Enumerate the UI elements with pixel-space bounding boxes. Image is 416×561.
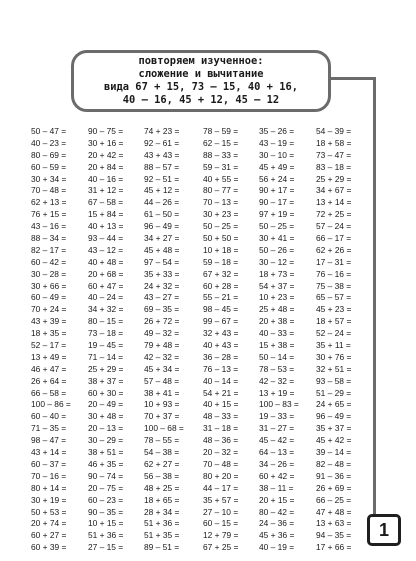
exercise-item: 89 – 51 = bbox=[144, 542, 180, 553]
exercise-item: 20 – 75 = bbox=[88, 482, 124, 493]
exercise-item: 71 – 14 = bbox=[88, 351, 124, 362]
exercise-item: 60 + 30 = bbox=[88, 387, 124, 398]
exercise-item: 35 – 26 = bbox=[259, 126, 295, 136]
exercise-item: 90 – 17 = bbox=[259, 197, 295, 208]
exercise-item: 80 + 20 = bbox=[203, 470, 239, 481]
exercise-item: 34 + 32 = bbox=[88, 304, 124, 315]
exercise-item: 43 – 19 = bbox=[259, 137, 295, 148]
exercise-item: 60 – 42 = bbox=[31, 256, 67, 267]
exercise-item: 50 – 47 = bbox=[31, 126, 67, 136]
exercise-item: 30 – 12 = bbox=[259, 256, 295, 267]
exercise-item: 51 + 35 = bbox=[144, 530, 180, 541]
exercise-item: 48 – 33 = bbox=[203, 411, 239, 422]
exercise-item: 93 – 58 = bbox=[316, 375, 352, 386]
exercise-item: 30 + 16 = bbox=[88, 137, 124, 148]
exercise-item: 31 – 18 = bbox=[203, 423, 239, 434]
exercise-item: 69 – 35 = bbox=[144, 304, 180, 315]
exercise-item: 45 + 12 = bbox=[144, 185, 180, 196]
exercise-item: 40 + 55 = bbox=[203, 173, 239, 184]
exercise-item: 61 – 50 = bbox=[144, 209, 180, 220]
exercise-item: 54 – 39 = bbox=[316, 126, 352, 136]
exercise-item: 96 – 49 = bbox=[144, 221, 180, 232]
exercise-item: 34 – 26 = bbox=[259, 458, 295, 469]
exercise-item: 28 + 34 = bbox=[144, 506, 180, 517]
exercise-item: 24 + 65 = bbox=[316, 399, 352, 410]
exercise-item: 43 + 43 = bbox=[144, 149, 180, 160]
exercise-item: 13 + 49 = bbox=[31, 351, 67, 362]
exercise-item: 30 + 41 = bbox=[259, 233, 295, 244]
exercise-item: 43 + 39 = bbox=[31, 316, 67, 327]
exercise-item: 18 + 58 = bbox=[316, 137, 352, 148]
exercise-item: 35 + 33 = bbox=[144, 268, 180, 279]
exercise-item: 50 – 14 = bbox=[259, 351, 295, 362]
exercise-item: 66 – 17 = bbox=[316, 233, 352, 244]
exercise-item: 70 + 37 = bbox=[144, 411, 180, 422]
exercise-item: 30 + 23 = bbox=[203, 209, 239, 220]
exercise-item: 56 – 38 = bbox=[144, 470, 180, 481]
exercise-item: 18 + 57 = bbox=[316, 316, 352, 327]
exercise-item: 45 + 34 = bbox=[144, 363, 180, 374]
exercise-item: 98 – 47 = bbox=[31, 435, 67, 446]
exercise-item: 97 + 19 = bbox=[259, 209, 295, 220]
title-box bbox=[71, 50, 331, 112]
exercise-item: 52 – 17 = bbox=[31, 340, 67, 351]
exercise-item: 25 + 29 = bbox=[88, 363, 124, 374]
exercise-item: 20 – 32 = bbox=[203, 447, 239, 458]
exercise-item: 75 – 38 = bbox=[316, 280, 352, 291]
exercise-item: 38 – 11 = bbox=[259, 482, 294, 493]
exercise-item: 40 + 43 = bbox=[203, 340, 239, 351]
exercise-item: 17 – 31 = bbox=[316, 256, 352, 267]
exercise-item: 66 – 25 = bbox=[316, 494, 352, 505]
exercise-item: 38 + 37 = bbox=[88, 375, 124, 386]
exercise-item: 25 + 48 = bbox=[259, 304, 295, 315]
exercise-item: 100 – 86 = bbox=[31, 399, 71, 410]
exercise-item: 13 + 63 = bbox=[316, 518, 352, 529]
exercise-item: 32 + 43 = bbox=[203, 328, 239, 339]
exercise-item: 31 – 27 = bbox=[259, 423, 295, 434]
exercise-item: 34 + 27 = bbox=[144, 233, 180, 244]
exercise-item: 65 – 57 = bbox=[316, 292, 352, 303]
exercise-item: 54 + 21 = bbox=[203, 387, 239, 398]
exercise-item: 57 – 48 = bbox=[144, 375, 180, 386]
exercise-item: 32 + 51 = bbox=[316, 363, 352, 374]
exercise-item: 74 + 23 = bbox=[144, 126, 180, 136]
exercise-item: 30 + 19 = bbox=[31, 494, 67, 505]
exercise-item: 62 – 15 = bbox=[203, 137, 239, 148]
exercise-item: 99 – 67 = bbox=[203, 316, 239, 327]
exercise-item: 34 + 67 = bbox=[316, 185, 352, 196]
exercise-item: 20 + 84 = bbox=[88, 161, 124, 172]
exercise-item: 35 + 37 = bbox=[316, 423, 352, 434]
exercise-item: 76 – 16 = bbox=[316, 268, 352, 279]
exercise-item: 76 – 13 = bbox=[203, 363, 239, 374]
exercise-item: 40 – 33 = bbox=[259, 328, 295, 339]
exercise-item: 57 – 24 = bbox=[316, 221, 352, 232]
exercise-item: 18 + 73 = bbox=[259, 268, 295, 279]
exercise-item: 43 – 27 = bbox=[144, 292, 180, 303]
exercise-item: 91 – 36 = bbox=[316, 470, 352, 481]
exercise-item: 20 + 15 = bbox=[259, 494, 295, 505]
exercise-item: 13 + 14 = bbox=[316, 197, 352, 208]
exercise-item: 20 – 49 = bbox=[88, 399, 124, 410]
exercise-item: 60 – 23 = bbox=[88, 494, 124, 505]
exercise-item: 43 – 16 = bbox=[31, 221, 67, 232]
exercise-item: 38 + 51 = bbox=[88, 447, 124, 458]
exercise-item: 20 + 42 = bbox=[88, 149, 124, 160]
exercise-item: 10 + 15 = bbox=[88, 518, 124, 529]
exercise-item: 20 – 13 = bbox=[88, 423, 124, 434]
exercise-item: 12 + 79 = bbox=[203, 530, 239, 541]
exercise-column bbox=[144, 126, 210, 554]
exercise-item: 60 – 15 = bbox=[203, 518, 239, 529]
exercise-item: 45 + 48 = bbox=[144, 244, 180, 255]
exercise-item: 60 + 42 = bbox=[259, 470, 295, 481]
exercise-item: 17 + 66 = bbox=[316, 542, 352, 553]
exercise-item: 72 + 25 = bbox=[316, 209, 352, 220]
exercise-item: 60 – 49 = bbox=[31, 292, 67, 303]
exercise-item: 92 – 51 = bbox=[144, 173, 180, 184]
exercise-item: 43 + 14 = bbox=[31, 447, 67, 458]
exercise-item: 30 – 28 = bbox=[31, 268, 67, 279]
exercise-item: 78 – 53 = bbox=[259, 363, 295, 374]
exercise-item: 100 – 68 = bbox=[144, 423, 184, 434]
exercise-item: 42 – 32 = bbox=[259, 375, 295, 386]
exercise-item: 30 + 76 = bbox=[316, 351, 352, 362]
exercise-item: 18 + 65 = bbox=[144, 494, 180, 505]
exercise-item: 20 + 68 = bbox=[88, 268, 124, 279]
exercise-item: 30 + 34 = bbox=[31, 173, 67, 184]
exercise-item: 80 – 42 = bbox=[259, 506, 295, 517]
exercise-item: 27 – 15 = bbox=[88, 542, 124, 553]
exercise-item: 88 – 57 = bbox=[144, 161, 180, 172]
exercise-item: 80 – 77 = bbox=[203, 185, 239, 196]
exercise-item: 31 + 12 = bbox=[88, 185, 124, 196]
exercise-item: 26 + 72 = bbox=[144, 316, 180, 327]
exercise-item: 26 + 69 = bbox=[316, 482, 352, 493]
exercise-item: 73 – 18 = bbox=[88, 328, 124, 339]
exercise-item: 82 – 17 = bbox=[31, 244, 67, 255]
exercise-item: 90 – 74 = bbox=[88, 470, 124, 481]
page-number: 1 bbox=[378, 519, 389, 540]
exercise-item: 45 – 42 = bbox=[259, 435, 295, 446]
exercise-item: 50 – 26 = bbox=[259, 244, 295, 255]
exercise-item: 40 + 48 = bbox=[88, 256, 124, 267]
exercise-item: 18 + 35 = bbox=[31, 328, 67, 339]
exercise-item: 46 + 35 = bbox=[88, 458, 124, 469]
exercise-item: 100 – 83 = bbox=[259, 399, 299, 410]
title-line-4: 40 – 16, 45 + 12, 45 – 12 bbox=[122, 94, 280, 106]
exercise-item: 93 – 44 = bbox=[88, 233, 124, 244]
page-number-badge bbox=[367, 514, 401, 546]
exercise-item: 60 – 59 = bbox=[31, 161, 67, 172]
exercise-item: 88 – 33 = bbox=[203, 149, 239, 160]
exercise-item: 40 – 24 = bbox=[88, 292, 124, 303]
exercise-item: 46 + 47 = bbox=[31, 363, 67, 374]
exercise-item: 44 – 17 = bbox=[203, 482, 239, 493]
exercise-item: 60 + 47 = bbox=[88, 280, 124, 291]
exercise-item: 60 – 40 = bbox=[31, 411, 67, 422]
exercise-item: 49 – 32 = bbox=[144, 328, 180, 339]
exercise-item: 50 + 50 = bbox=[203, 233, 239, 244]
exercise-item: 15 + 84 = bbox=[88, 209, 124, 220]
exercise-item: 45 + 49 = bbox=[259, 161, 295, 172]
title-line-2: сложение и вычитание bbox=[138, 68, 264, 80]
exercise-item: 24 – 36 = bbox=[259, 518, 295, 529]
exercise-item: 40 – 16 = bbox=[88, 173, 124, 184]
exercise-item: 97 – 54 = bbox=[144, 256, 180, 267]
exercise-item: 78 – 59 = bbox=[203, 126, 239, 136]
exercise-item: 54 – 38 = bbox=[144, 447, 180, 458]
exercise-item: 48 + 25 = bbox=[144, 482, 180, 493]
exercise-item: 44 – 26 = bbox=[144, 197, 180, 208]
exercise-item: 60 – 37 = bbox=[31, 458, 67, 469]
exercise-item: 51 – 29 = bbox=[316, 387, 352, 398]
exercise-item: 20 + 38 = bbox=[259, 316, 295, 327]
exercise-item: 20 + 74 = bbox=[31, 518, 67, 529]
exercise-item: 94 – 35 = bbox=[316, 530, 352, 541]
exercise-item: 10 + 93 = bbox=[144, 399, 180, 410]
exercise-item: 10 + 18 = bbox=[203, 244, 239, 255]
exercise-item: 59 – 31 = bbox=[203, 161, 239, 172]
exercise-item: 24 + 32 = bbox=[144, 280, 180, 291]
exercise-item: 40 + 13 = bbox=[88, 221, 124, 232]
exercise-item: 39 – 14 = bbox=[316, 447, 352, 458]
exercise-item: 35 + 11 = bbox=[316, 340, 351, 351]
exercise-item: 78 – 55 = bbox=[144, 435, 180, 446]
exercise-item: 43 – 12 = bbox=[88, 244, 124, 255]
frame-connector bbox=[331, 77, 339, 80]
exercise-item: 30 – 29 = bbox=[88, 435, 124, 446]
exercise-item: 42 – 32 = bbox=[144, 351, 180, 362]
exercise-item: 55 – 21 = bbox=[203, 292, 239, 303]
exercise-item: 90 + 17 = bbox=[259, 185, 295, 196]
exercise-item: 82 – 48 = bbox=[316, 458, 352, 469]
exercise-item: 56 + 24 = bbox=[259, 173, 295, 184]
exercise-item: 60 + 39 = bbox=[31, 542, 67, 553]
exercise-item: 25 + 29 = bbox=[316, 173, 352, 184]
exercise-item: 80 – 15 = bbox=[88, 316, 124, 327]
exercise-item: 10 + 23 = bbox=[259, 292, 295, 303]
exercise-item: 45 + 42 = bbox=[316, 435, 352, 446]
exercise-item: 67 – 58 = bbox=[88, 197, 124, 208]
exercise-item: 38 + 41 = bbox=[144, 387, 180, 398]
exercise-item: 19 – 45 = bbox=[88, 340, 124, 351]
exercise-item: 40 + 15 = bbox=[203, 399, 239, 410]
exercise-item: 40 – 19 = bbox=[259, 542, 295, 553]
exercise-item: 90 – 35 = bbox=[88, 506, 124, 517]
exercise-item: 62 + 26 = bbox=[316, 244, 352, 255]
exercise-item: 15 + 38 = bbox=[259, 340, 295, 351]
exercise-item: 79 + 48 = bbox=[144, 340, 180, 351]
exercise-item: 36 – 28 = bbox=[203, 351, 239, 362]
exercise-item: 40 – 14 = bbox=[203, 375, 239, 386]
exercise-item: 52 – 24 = bbox=[316, 328, 352, 339]
exercise-item: 45 + 23 = bbox=[316, 304, 352, 315]
exercise-item: 66 – 58 = bbox=[31, 387, 67, 398]
exercise-item: 67 + 25 = bbox=[203, 542, 239, 553]
exercise-item: 60 + 28 = bbox=[203, 280, 239, 291]
exercise-item: 80 – 69 = bbox=[31, 149, 67, 160]
exercise-item: 19 – 33 = bbox=[259, 411, 295, 422]
exercise-item: 35 + 57 = bbox=[203, 494, 239, 505]
exercise-item: 54 + 37 = bbox=[259, 280, 295, 291]
exercise-item: 90 – 75 = bbox=[88, 126, 124, 136]
exercise-item: 45 + 36 = bbox=[259, 530, 295, 541]
exercise-item: 98 – 45 = bbox=[203, 304, 239, 315]
exercise-column bbox=[316, 126, 382, 554]
exercise-item: 73 – 47 = bbox=[316, 149, 352, 160]
exercise-item: 59 – 18 = bbox=[203, 256, 239, 267]
exercise-item: 26 + 64 = bbox=[31, 375, 67, 386]
exercise-item: 62 + 27 = bbox=[144, 458, 180, 469]
exercise-item: 48 – 36 = bbox=[203, 435, 239, 446]
exercise-item: 92 – 61 = bbox=[144, 137, 180, 148]
exercise-item: 70 – 16 = bbox=[31, 470, 67, 481]
exercise-item: 96 – 49 = bbox=[316, 411, 352, 422]
exercise-item: 40 – 23 = bbox=[31, 137, 67, 148]
exercise-item: 67 + 32 = bbox=[203, 268, 239, 279]
exercise-item: 50 + 53 = bbox=[31, 506, 67, 517]
exercise-item: 50 – 25 = bbox=[203, 221, 239, 232]
title-line-1: повторяем изученное: bbox=[138, 55, 264, 67]
exercise-item: 30 – 10 = bbox=[259, 149, 295, 160]
exercise-item: 51 + 36 = bbox=[144, 518, 180, 529]
exercise-item: 70 – 13 = bbox=[203, 197, 239, 208]
exercise-item: 30 + 48 = bbox=[88, 411, 124, 422]
exercise-item: 70 + 24 = bbox=[31, 304, 67, 315]
exercise-item: 30 + 66 = bbox=[31, 280, 67, 291]
exercise-item: 62 + 13 = bbox=[31, 197, 67, 208]
exercise-item: 47 + 48 = bbox=[316, 506, 352, 517]
exercise-item: 70 – 48 = bbox=[31, 185, 67, 196]
exercise-item: 51 + 36 = bbox=[88, 530, 124, 541]
exercise-item: 71 – 35 = bbox=[31, 423, 67, 434]
exercise-item: 76 + 15 = bbox=[31, 209, 67, 220]
exercise-item: 64 – 13 = bbox=[259, 447, 295, 458]
exercise-item: 13 + 19 = bbox=[259, 387, 295, 398]
exercise-item: 88 – 34 = bbox=[31, 233, 67, 244]
exercise-item: 60 + 27 = bbox=[31, 530, 67, 541]
exercise-item: 50 – 25 = bbox=[259, 221, 295, 232]
exercise-item: 80 + 14 = bbox=[31, 482, 67, 493]
exercise-item: 27 – 10 = bbox=[203, 506, 239, 517]
title-line-3: вида 67 + 15, 73 – 15, 40 + 16, bbox=[104, 81, 298, 93]
exercise-item: 70 – 48 = bbox=[203, 458, 239, 469]
exercise-item: 83 – 18 = bbox=[316, 161, 352, 172]
